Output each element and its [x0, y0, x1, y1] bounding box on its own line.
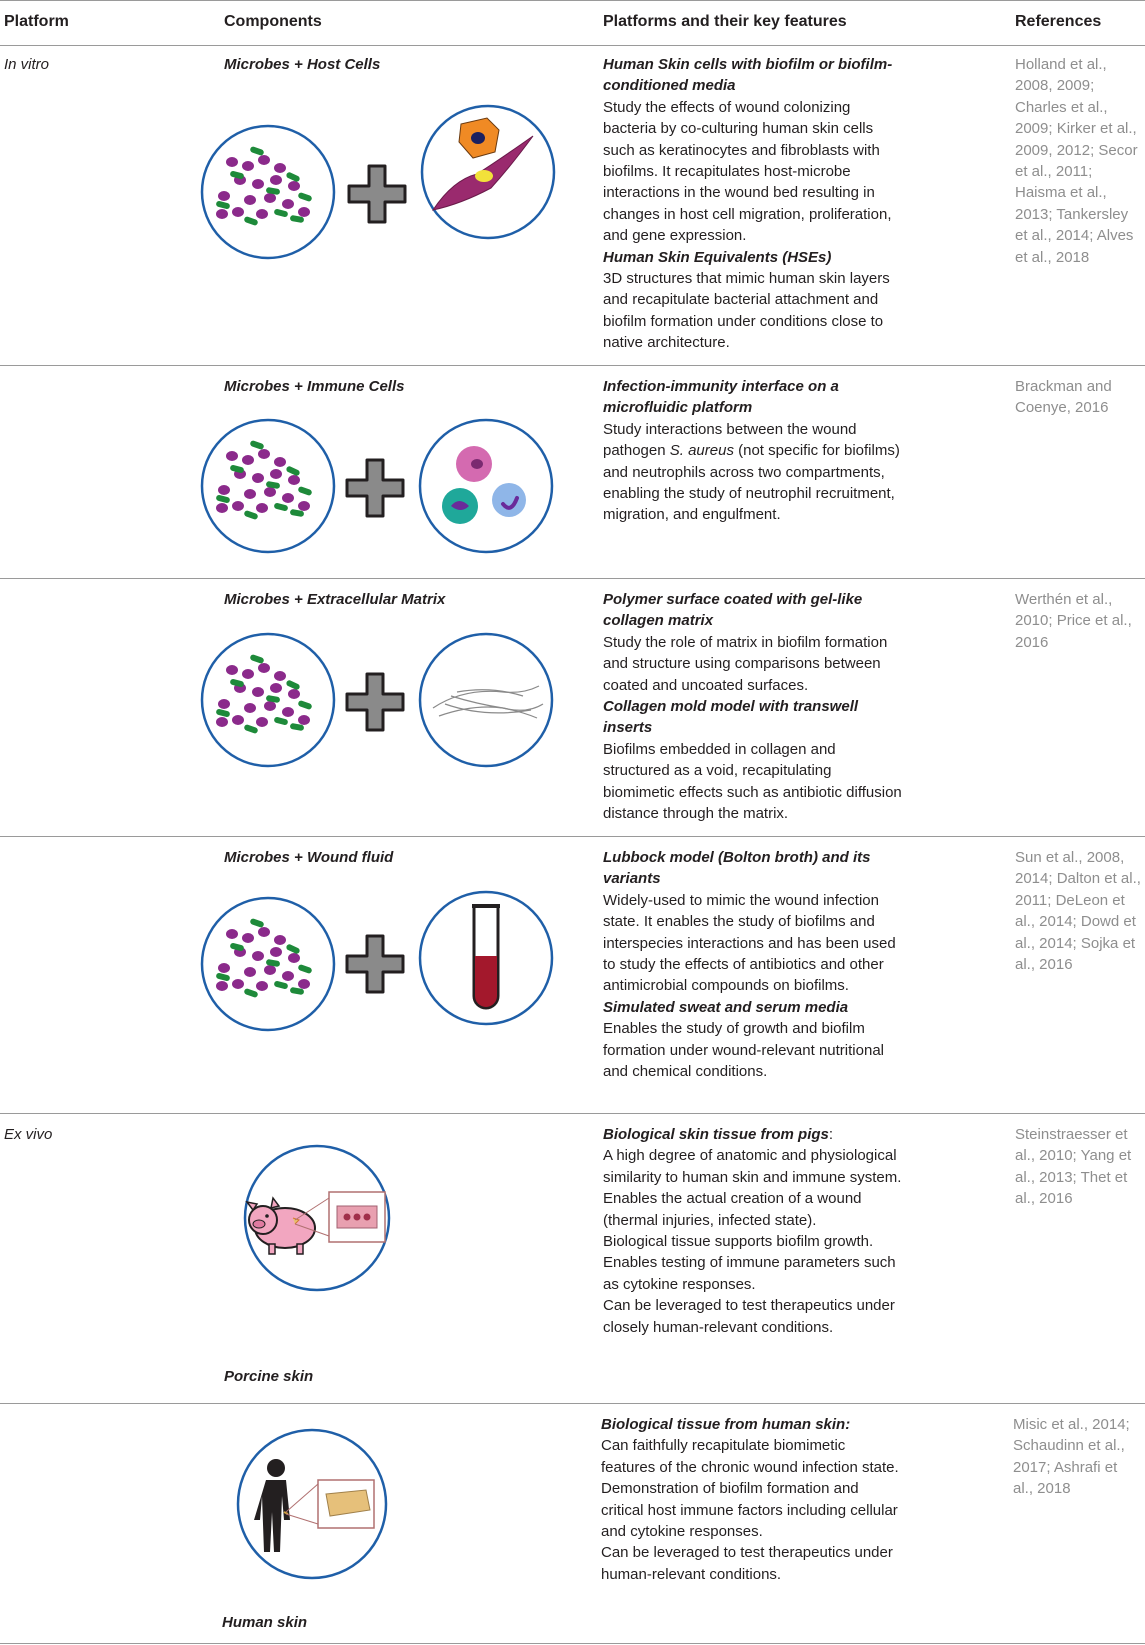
- feature-title: Lubbock model (Bolton broth) and its variants: [603, 849, 871, 888]
- row-component: Porcine skin: [224, 1368, 314, 1385]
- row-platform: Ex vivo: [4, 1126, 53, 1143]
- feature-title: Human Skin Equivalents (HSEs): [603, 248, 832, 266]
- header-references: References: [1015, 13, 1102, 30]
- feature-text: Biofilms embedded in collagen and structured as a void, recapitulating biomimetic effects such as antibiotic diffusion distance through the matrix.: [603, 740, 902, 823]
- row-divider: [0, 578, 1145, 579]
- feature-line: Demonstration of biofilm formation and critical host immune factors including cellular and cytokine responses.: [601, 1480, 898, 1541]
- feature-title: Simulated sweat and serum media: [603, 998, 849, 1016]
- table-header: [0, 0, 1145, 46]
- feature-text: Widely-used to mimic the wound infection state. It enables the study of biofilms and interspecies interactions and has been used to study the effects of antibiotics and other antimicrobial compounds on biofilms.: [603, 891, 896, 995]
- feature-text: Enables the study of growth and biofilm formation under wound-relevant nutritional and chemical conditions.: [603, 1020, 884, 1081]
- feature-text: Study the role of matrix in biofilm formation and structure using comparisons between coated and uncoated surfaces.: [603, 633, 888, 694]
- collagen-matrix-icon: [420, 634, 552, 766]
- references: Holland et al., 2008, 2009; Charles et al., 2009; Kirker et al., 2009, 2012; Secor et al., 2011; Haisma et al., 2013; Tankersley et al., 2014; Alves et al., 2018: [1015, 56, 1138, 266]
- host-cells-figure: [195, 92, 565, 272]
- header-components: Components: [224, 13, 322, 30]
- row-divider: [0, 1113, 1145, 1114]
- feature-text: 3D structures that mimic human skin layers and recapitulate bacterial attachment and biofilm formation under conditions close to native architecture.: [603, 270, 890, 352]
- row-divider: [0, 365, 1145, 366]
- feature-cell: [603, 847, 903, 1082]
- row-platform: In vitro: [4, 56, 50, 73]
- human-skin-figure: [220, 1412, 410, 1592]
- feature-cell: [603, 1124, 903, 1338]
- feature-line: Can be leveraged to test therapeutics under closely human-relevant conditions.: [603, 1297, 895, 1336]
- matrix-figure: [195, 630, 565, 780]
- feature-title: Human Skin cells with biofilm or biofilm-conditioned media: [603, 56, 893, 95]
- porcine-skin-figure: [225, 1140, 415, 1320]
- references: Brackman and Coenye, 2016: [1015, 378, 1112, 417]
- feature-title: Biological skin tissue from pigs: [603, 1126, 829, 1143]
- feature-title: Infection-immunity interface on a microfluidic platform: [603, 378, 839, 417]
- row-component: Microbes + Immune Cells: [224, 378, 405, 395]
- immune-cells-figure: [195, 414, 565, 564]
- species-name: S. aureus: [669, 442, 734, 460]
- feature-text: Study interactions between the wound pathogen S. aureus (not specific for biofilms) and neutrophils across two compartments, enabling the study of neutrophil recruitment, migration, and engulfment.: [603, 420, 900, 524]
- feature-title: Polymer surface coated with gel-like collagen matrix: [603, 591, 863, 630]
- wound-fluid-figure: [195, 886, 565, 1036]
- feature-text: Study the effects of wound colonizing bacteria by co-culturing human skin cells such as keratinocytes and fibroblasts with biofilms. It recapitulates host-microbe interactions in the wound bed resulting in changes in host cell migration, proliferation, and gene expression.: [603, 98, 892, 245]
- references: Misic et al., 2014; Schaudinn et al., 2017; Ashrafi et al., 2018: [1013, 1416, 1130, 1498]
- feature-line: Biological tissue supports biofilm growth.: [603, 1233, 874, 1251]
- feature-cell: [603, 589, 903, 824]
- references: Sun et al., 2008, 2014; Dalton et al., 2011; DeLeon et al., 2014; Dowd et al., 2014; Sojka et al., 2016: [1015, 849, 1141, 974]
- row-divider: [0, 1403, 1145, 1404]
- immune-cells-icon: [420, 420, 552, 552]
- feature-cell: [603, 376, 903, 526]
- feature-line: Can be leveraged to test therapeutics under human-relevant conditions.: [601, 1544, 893, 1583]
- row-component: Microbes + Extracellular Matrix: [224, 591, 446, 608]
- row-divider: [0, 1643, 1145, 1644]
- feature-line: Enables testing of immune parameters such as cytokine responses.: [603, 1254, 896, 1293]
- row-component: Microbes + Host Cells: [224, 56, 381, 73]
- feature-title: Collagen mold model with transwell inserts: [603, 698, 859, 737]
- row-component: Microbes + Wound fluid: [224, 849, 394, 866]
- feature-line: A high degree of anatomic and physiological similarity to human skin and immune system.: [603, 1147, 902, 1186]
- feature-cell: [603, 54, 903, 354]
- row-component: Human skin: [222, 1614, 308, 1631]
- feature-title: Biological tissue from human skin:: [601, 1416, 851, 1433]
- feature-title-line: Biological skin tissue from pigs:: [603, 1126, 834, 1143]
- row-divider: [0, 836, 1145, 837]
- header-platform: Platform: [4, 13, 69, 30]
- feature-line: Can faithfully recapitulate biomimetic features of the chronic wound infection state.: [601, 1437, 899, 1476]
- feature-line: Enables the actual creation of a wound (thermal injuries, infected state).: [603, 1190, 862, 1229]
- references: Steinstraesser et al., 2010; Yang et al., 2013; Thet et al., 2016: [1015, 1126, 1132, 1208]
- header-features: Platforms and their key features: [603, 13, 847, 30]
- feature-cell: [601, 1414, 901, 1585]
- references: Werthén et al., 2010; Price et al., 2016: [1015, 591, 1132, 651]
